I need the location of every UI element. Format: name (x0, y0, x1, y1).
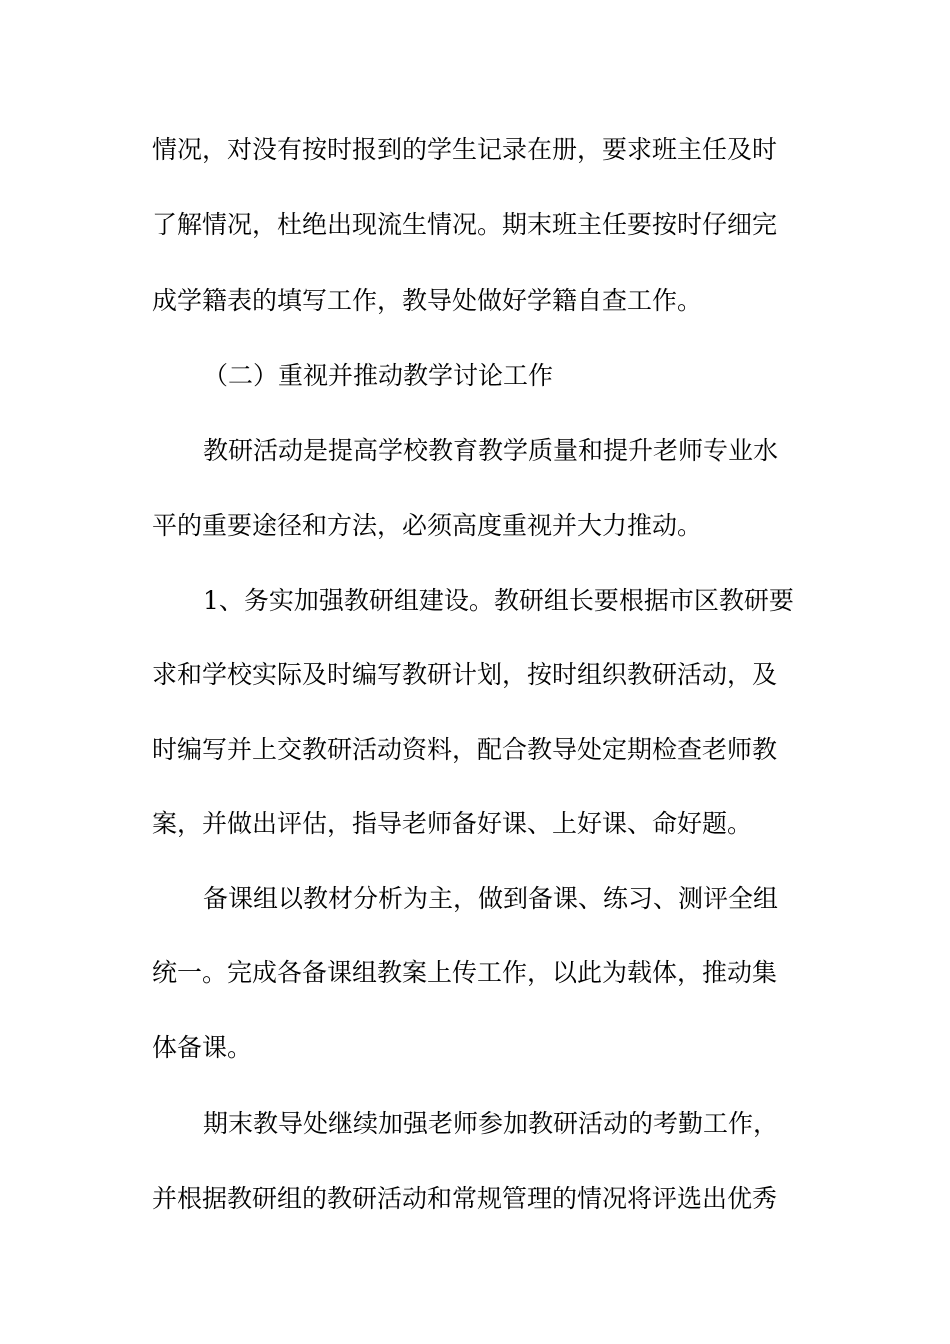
text-line-9: 时编写并上交教研活动资料，配合教导处定期检查老师教 (152, 735, 778, 764)
text-line-12: 统一。完成各备课组教案上传工作，以此为载体，推动集 (152, 958, 778, 987)
text-line-5: 教研活动是提高学校教育教学质量和提升老师专业水 (203, 436, 779, 465)
text-line-15: 并根据教研组的教研活动和常规管理的情况将评选出优秀 (152, 1184, 778, 1213)
text-line-14: 期末教导处继续加强老师参加教研活动的考勤工作， (203, 1109, 779, 1138)
text-line-11: 备课组以教材分析为主，做到备课、练习、测评全组 (203, 884, 779, 913)
text-line-13: 体备课。 (152, 1033, 253, 1062)
text-line-3: 成学籍表的填写工作，教导处做好学籍自查工作。 (152, 286, 703, 315)
text-line-2: 了解情况，杜绝出现流生情况。期末班主任要按时仔细完 (152, 210, 778, 239)
text-line-8: 求和学校实际及时编写教研计划，按时组织教研活动，及 (152, 660, 778, 689)
text-line-1: 情况，对没有按时报到的学生记录在册，要求班主任及时 (152, 135, 778, 164)
text-line-6: 平的重要途径和方法，必须高度重视并大力推动。 (152, 511, 703, 540)
text-line-7: 1、务实加强教研组建设。教研组长要根据市区教研要 (203, 586, 794, 615)
section-heading: （二）重视并推动教学讨论工作 (203, 361, 554, 390)
text-line-10: 案，并做出评估，指导老师备好课、上好课、命好题。 (152, 809, 753, 838)
